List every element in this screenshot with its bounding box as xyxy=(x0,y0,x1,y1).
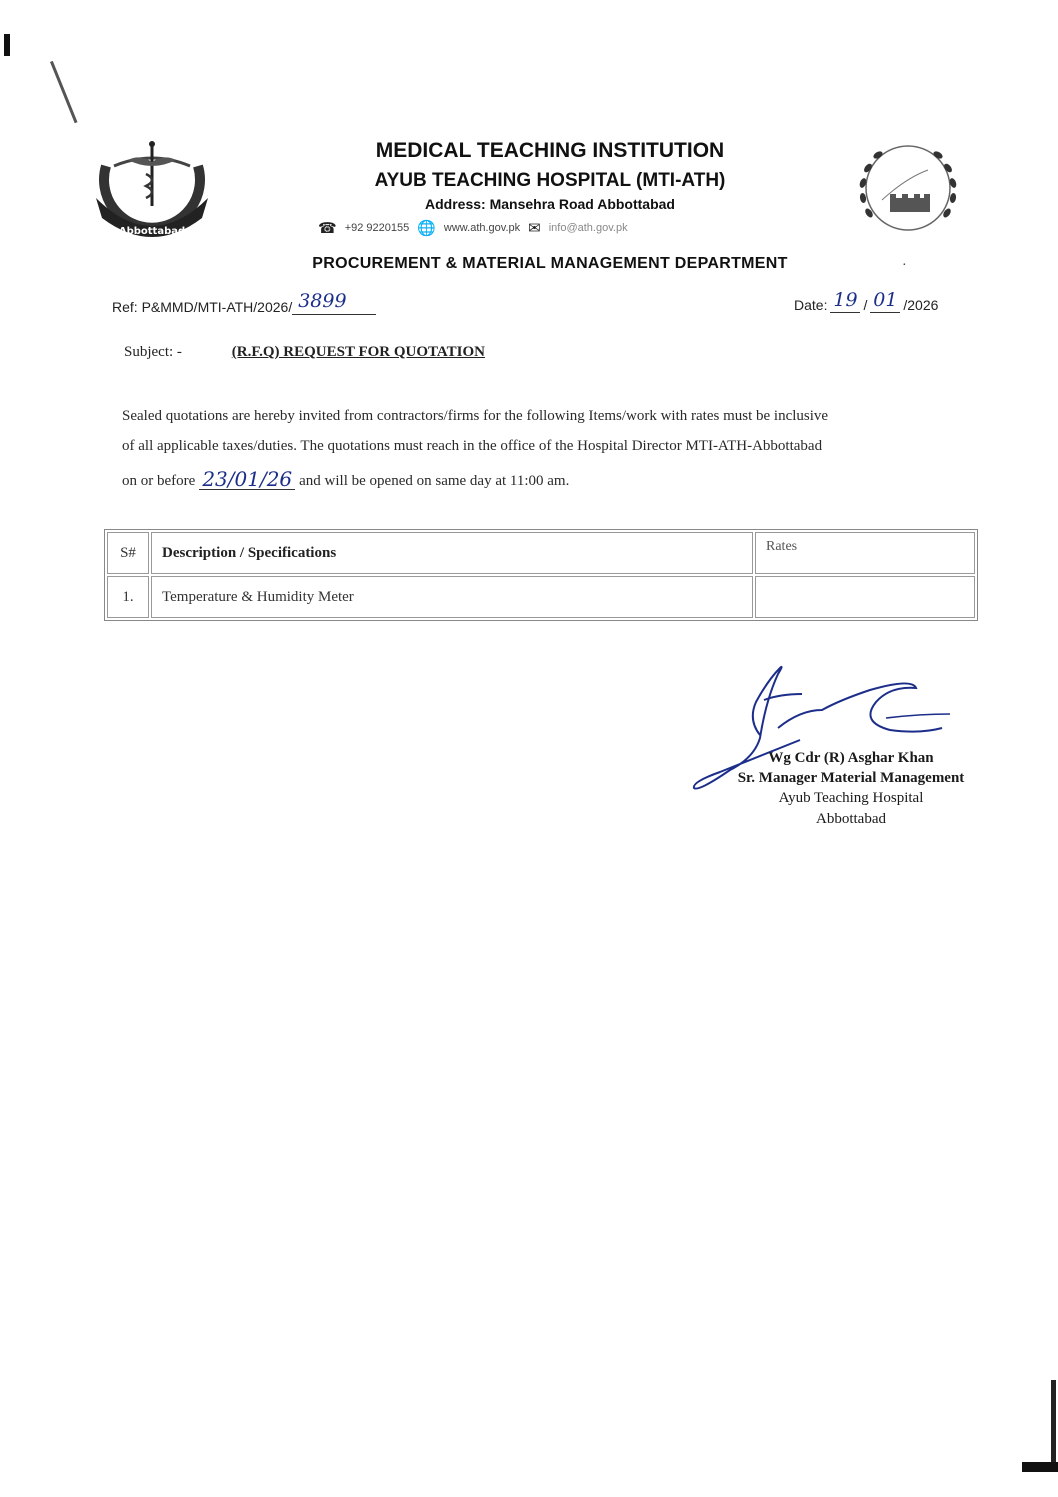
subject-line xyxy=(124,344,485,361)
header-description: Description / Specifications xyxy=(151,532,753,574)
date-line: Date: 19 / 01 /2026 xyxy=(794,289,939,313)
subject-value: (R.F.Q) REQUEST FOR QUOTATION xyxy=(231,344,485,360)
website-link[interactable]: www.ath.gov.pk xyxy=(443,222,521,234)
subject-label: Subject: - xyxy=(124,344,182,360)
envelope-icon: ✉ xyxy=(528,220,541,237)
reference-number: 3899 xyxy=(292,292,376,315)
date-month: 01 xyxy=(870,290,900,313)
table-row xyxy=(107,576,975,618)
hospital-address: Address: Mansehra Road Abbottabad xyxy=(425,196,675,212)
cell-rate xyxy=(755,576,975,618)
cell-sn: 1. xyxy=(107,576,149,618)
cell-description: Temperature & Humidity Meter xyxy=(151,576,753,618)
date-label: Date: xyxy=(794,297,828,313)
government-emblem xyxy=(846,128,970,244)
scan-artifact-edge xyxy=(1051,1380,1056,1470)
table-header-row xyxy=(107,532,975,574)
deadline-date: 23/01/26 xyxy=(199,469,295,490)
signatory-title: Sr. Manager Material Management xyxy=(737,770,965,786)
signatory-city: Abbottabad xyxy=(816,811,886,827)
body-line-3 xyxy=(122,469,1002,490)
items-table xyxy=(104,529,978,621)
signatory-name: Wg Cdr (R) Asghar Khan xyxy=(768,750,934,766)
hospital-logo xyxy=(92,136,212,244)
globe-www-icon: 🌐 xyxy=(417,220,436,237)
body-line-3-pre: on or before xyxy=(122,473,196,489)
svg-text:Abbottabad: Abbottabad xyxy=(118,226,186,237)
date-day: 19 xyxy=(830,290,860,313)
reference-line xyxy=(112,292,376,315)
institution-name: MEDICAL TEACHING INSTITUTION xyxy=(375,139,725,162)
contact-line xyxy=(318,219,628,237)
header-rates: Rates xyxy=(755,532,975,574)
body-line-1: Sealed quotations are hereby invited from contractors/firms for the following Items/work with rates must be inclusive xyxy=(122,408,829,424)
department-title: PROCUREMENT & MATERIAL MANAGEMENT DEPARTMENT xyxy=(312,255,788,272)
scan-artifact-stroke xyxy=(50,61,78,123)
scan-artifact-bar xyxy=(4,34,10,56)
hospital-name: AYUB TEACHING HOSPITAL (MTI-ATH) xyxy=(374,170,726,191)
telephone-icon: ☎ xyxy=(318,220,337,237)
phone-number: +92 9220155 xyxy=(344,222,410,234)
header-sn: S# xyxy=(107,532,149,574)
reference-label: Ref: P&MMD/MTI-ATH/2026/ xyxy=(112,299,293,315)
body-line-3-post: and will be opened on same day at 11:00 am. xyxy=(299,473,570,489)
email-link[interactable]: info@ath.gov.pk xyxy=(548,222,628,234)
date-year: /2026 xyxy=(903,297,939,313)
scan-artifact-corner xyxy=(1022,1462,1058,1472)
stray-dot: · xyxy=(902,258,907,273)
signatory-organization: Ayub Teaching Hospital xyxy=(778,790,924,806)
body-line-2: of all applicable taxes/duties. The quotations must reach in the office of the Hospital Director MTI-ATH-Abbottabad xyxy=(122,438,823,454)
